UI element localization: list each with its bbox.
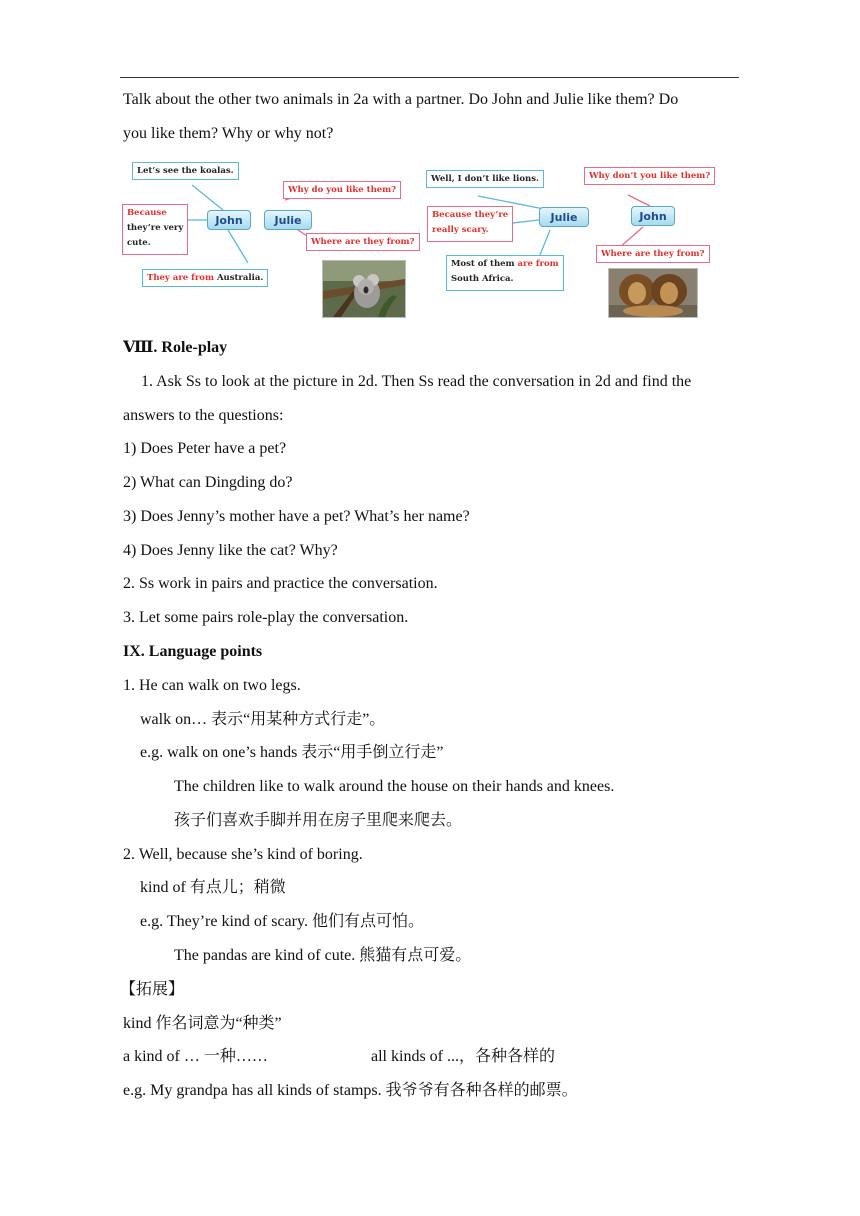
point-1-sentence: The children like to walk around the house on their hands and knees. [174,778,615,795]
roleplay-step-2: 2. Ss work in pairs and practice the conversation. [123,575,438,592]
language-heading: IX. Language points [123,643,263,660]
because-line-3: cute. [127,238,151,248]
koalas-bubble: Let’s see the koalas. [132,162,239,180]
because-line-2: they’re very [127,223,184,233]
roleplay-heading: Ⅷ. Role-play [123,339,228,356]
header-rule [120,77,739,78]
name-julie-left: Julie [264,210,312,230]
why-dont-bubble: Why don’t you like them? [584,167,715,185]
extension-kind-noun: kind 作名词意为“种类” [123,1015,282,1032]
name-julie-right: Julie [539,207,589,227]
name-john-left: John [207,210,251,230]
point-2-example-2: The pandas are kind of cute. 熊猫有点可爱。 [174,947,472,964]
lions-image [609,269,697,317]
scary-bubble [427,206,513,242]
south-africa-bubble: Most of them are from South Africa. [446,255,564,291]
roleplay-question-4: 4) Does Jenny like the cat? Why? [123,542,338,559]
point-2-kind-of: kind of 有点儿；稍微 [140,879,286,896]
scary-line-2: really scary. [432,225,489,235]
koala-photo [322,260,406,318]
lions-bubble: Well, I don’t like lions. [426,170,544,188]
extension-all-kinds-of: all kinds of ...，各种各样的 [371,1048,555,1065]
extension-heading: 【拓展】 [120,981,185,998]
roleplay-question-3: 3) Does Jenny’s mother have a pet? What’s her name? [123,508,470,525]
scary-line-1: Because they’re [432,210,509,220]
roleplay-question-1: 1) Does Peter have a pet? [123,440,287,457]
language-point-1: 1. He can walk on two legs. [123,677,301,694]
roleplay-step-1a: 1. Ask Ss to look at the picture in 2d. Then Ss read the conversation in 2d and find the [141,373,692,390]
roleplay-question-2: 2) What can Dingding do? [123,474,293,491]
lions-photo [608,268,698,318]
where-from-bubble-right: Where are they from? [596,245,710,263]
extension-example: e.g. My grandpa has all kinds of stamps. 我爷爷有各种各样的邮票。 [123,1082,578,1099]
conversation-figure [120,160,740,320]
language-point-2: 2. Well, because she’s kind of boring. [123,846,363,863]
roleplay-step-1b: answers to the questions: [123,407,284,424]
intro-line-1: Talk about the other two animals in 2a with a partner. Do John and Julie like them? Do [123,91,679,108]
point-1-example: e.g. walk on one’s hands 表示“用手倒立行走” [140,744,444,761]
point-2-example: e.g. They’re kind of scary. 他们有点可怕。 [140,913,424,930]
because-word: Because [127,208,167,218]
koala-image [323,261,405,317]
because-cute-bubble [122,204,188,255]
roleplay-step-3: 3. Let some pairs role-play the conversation. [123,609,409,626]
intro-line-2: you like them? Why or why not? [123,125,334,142]
south-africa-line: South Africa. [451,274,514,284]
australia-bubble: They are from Australia. [142,269,268,287]
name-john-right: John [631,206,675,226]
where-from-bubble-left: Where are they from? [306,233,420,251]
why-like-bubble: Why do you like them? [283,181,401,199]
point-1-translation: 孩子们喜欢手脚并用在房子里爬来爬去。 [174,812,463,829]
extension-a-kind-of: a kind of … 一种…… [123,1048,268,1065]
point-1-walk-on: walk on… 表示“用某种方式行走”。 [140,711,386,728]
